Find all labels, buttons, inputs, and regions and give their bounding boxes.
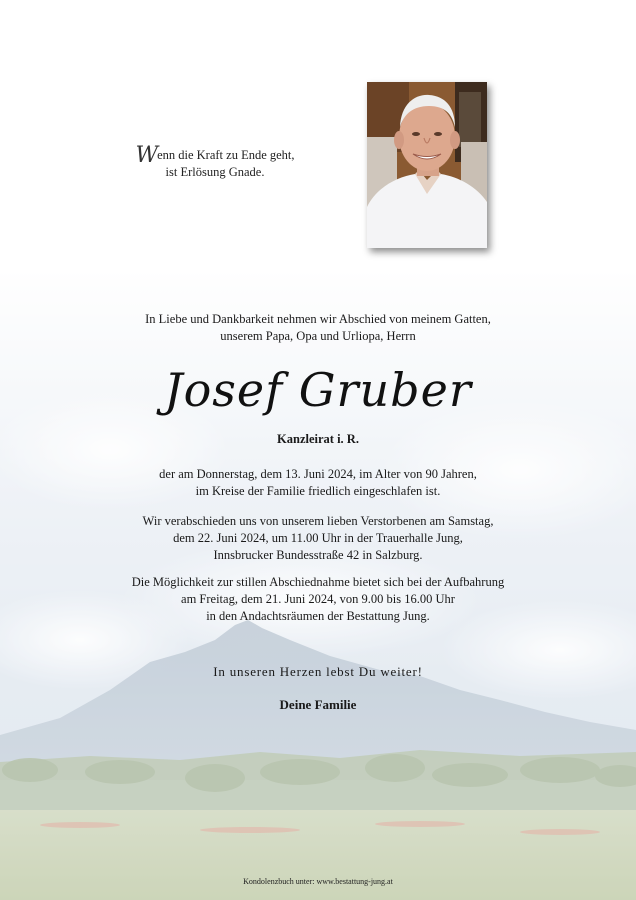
viewing-info bbox=[0, 574, 636, 625]
funeral-line-1: Wir verabschieden uns von unserem lieben Verstorbenen am Samstag, bbox=[142, 514, 494, 528]
quote-initial: W bbox=[135, 143, 159, 168]
closing-line: In unseren Herzen lebst Du weiter! bbox=[213, 664, 423, 679]
opening-quote bbox=[120, 143, 310, 181]
intro-text bbox=[0, 311, 636, 345]
portrait-photo bbox=[367, 82, 487, 248]
quote-line-1-text: enn die Kraft zu Ende geht, bbox=[157, 148, 295, 162]
viewing-line-1: Die Möglichkeit zur stillen Abschiednahme bietet sich bei der Aufbahrung bbox=[131, 575, 505, 589]
funeral-info bbox=[0, 513, 636, 564]
viewing-line-3: in den Andachtsräumen der Bestattung Jung. bbox=[206, 609, 430, 623]
intro-line-2: unserem Papa, Opa und Urliopa, Herrn bbox=[220, 329, 416, 343]
quote-line-1 bbox=[120, 143, 310, 168]
funeral-line-3: Innsbrucker Bundesstraße 42 in Salzburg. bbox=[213, 548, 423, 562]
quote-line-2: ist Erlösung Gnade. bbox=[165, 165, 265, 179]
signature: Deine Familie bbox=[279, 697, 357, 712]
viewing-line-2: am Freitag, dem 21. Juni 2024, von 9.00 bis 16.00 Uhr bbox=[181, 592, 455, 606]
deceased-name: Josef Gruber bbox=[164, 363, 472, 417]
deceased-title: Kanzleirat i. R. bbox=[277, 432, 359, 446]
funeral-line-2: dem 22. Juni 2024, um 11.00 Uhr in der Trauerhalle Jung, bbox=[173, 531, 463, 545]
death-notice bbox=[0, 466, 636, 500]
condolence-book-footer: Kondolenzbuch unter: www.bestattung-jung.at bbox=[243, 877, 393, 886]
intro-line-1: In Liebe und Dankbarkeit nehmen wir Abschied von meinem Gatten, bbox=[145, 312, 491, 326]
death-notice-line-2: im Kreise der Familie friedlich eingeschlafen ist. bbox=[195, 484, 441, 498]
death-notice-line-1: der am Donnerstag, dem 13. Juni 2024, im Alter von 90 Jahren, bbox=[159, 467, 477, 481]
